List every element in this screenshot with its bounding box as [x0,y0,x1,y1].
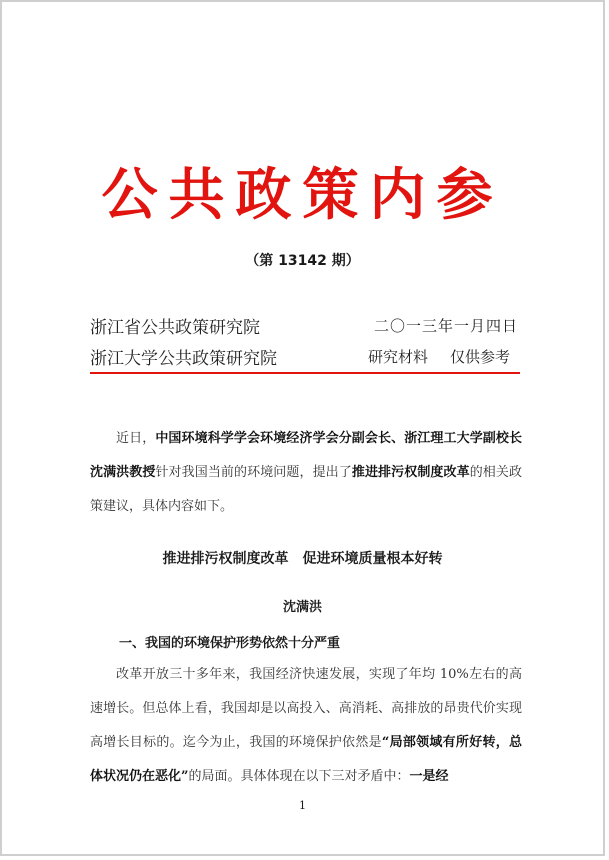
para-text-1: 改革开放三十多年来，我国经济快速发展，实现了年均 10%左右的高速增长。但总体上看，我国却是以高投入、高消耗、高排放的昂贵代价实现高增长目标的。迄今为止，我国的环境保护依然是 [90,667,522,750]
para-text-2: 的局面。具体体现在以下三对矛盾中： [188,769,410,784]
page-number: 1 [299,799,306,812]
header-divider [90,372,520,374]
intro-topic-highlight: 推进排污权制度改革 [351,465,470,480]
note-research-material: 研究材料 [368,348,429,366]
article-author: 沈满洪 [282,600,322,615]
intro-text-2: 针对我国当前的环境问题，提出了 [155,465,352,480]
section-heading: 一、我国的环境保护形势依然十分严重 [119,636,341,651]
publisher-2: 浙江大学公共政策研究院 [90,349,277,369]
issue-number: （第 13142 期） [245,253,360,269]
intro-text-3: 的相关政策建议，具体内容如下。 [90,465,522,514]
para-point-highlight: 一是经 [409,769,449,784]
intro-paragraph [90,422,522,524]
publisher-1: 浙江省公共政策研究院 [90,318,260,338]
note-for-reference-only: 仅供参考 [450,348,511,366]
publish-date: 二〇一三年一月四日 [374,317,519,335]
para-quote-highlight: “局部领域有所好转，总体状况仍在恶化” [90,735,522,784]
classification-note [368,346,510,367]
intro-author-highlight: 中国环境科学学会环境经济学会分副会长、浙江理工大学副校长沈满洪教授 [90,431,522,480]
body-paragraph [90,658,522,794]
document-title: 公共政策内参 [101,162,504,228]
intro-text-1: 近日， [116,431,156,446]
article-title: 推进排污权制度改革 促进环境质量根本好转 [162,551,443,567]
